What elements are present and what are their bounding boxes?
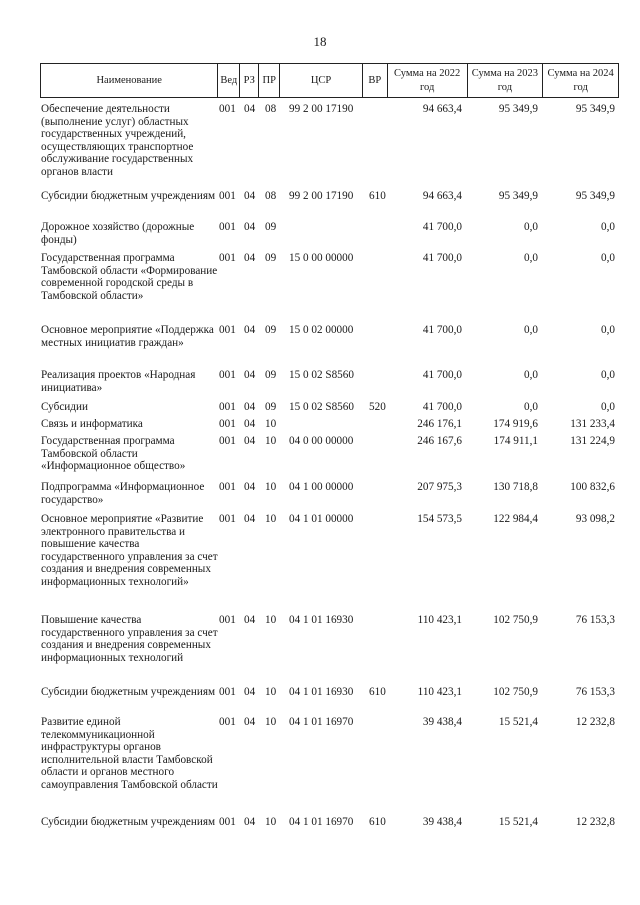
- row-sum-2024: 131 224,9: [570, 435, 615, 447]
- row-vr: 520: [369, 401, 386, 413]
- row-csr: 15 0 02 S8560: [289, 369, 354, 381]
- header-pr: ПР: [258, 64, 279, 97]
- row-ved: 001: [219, 103, 236, 115]
- row-sum-2023: 130 718,8: [493, 481, 538, 493]
- row-pr: 08: [265, 190, 277, 202]
- row-rz: 04: [244, 686, 256, 698]
- row-sum-2024: 12 232,8: [575, 716, 615, 728]
- row-pr: 10: [265, 614, 277, 626]
- row-name: Основное мероприятие «Поддержка местных инициатив граждан»: [41, 324, 214, 349]
- row-sum-2023: 15 521,4: [498, 716, 538, 728]
- row-sum-2024: 131 233,4: [570, 418, 615, 430]
- row-ved: 001: [219, 221, 236, 233]
- row-ved: 001: [219, 252, 236, 264]
- row-pr: 08: [265, 103, 277, 115]
- row-ved: 001: [219, 190, 236, 202]
- row-csr: 04 1 01 16930: [289, 686, 354, 698]
- row-vr: 610: [369, 190, 386, 202]
- row-sum-2023: 174 911,1: [493, 435, 538, 447]
- row-ved: 001: [219, 481, 236, 493]
- row-sum-2023: 0,0: [524, 221, 538, 233]
- row-rz: 04: [244, 481, 256, 493]
- row-rz: 04: [244, 252, 256, 264]
- row-sum-2022: 41 700,0: [422, 324, 462, 336]
- row-csr: 15 0 02 S8560: [289, 401, 354, 413]
- row-name: Субсидии бюджетным учреждениям: [41, 190, 216, 202]
- row-sum-2022: 41 700,0: [422, 252, 462, 264]
- row-sum-2022: 39 438,4: [422, 816, 462, 828]
- row-sum-2022: 41 700,0: [422, 221, 462, 233]
- row-sum-2022: 39 438,4: [422, 716, 462, 728]
- row-sum-2024: 12 232,8: [575, 816, 615, 828]
- row-rz: 04: [244, 435, 256, 447]
- row-vr: 610: [369, 816, 386, 828]
- row-sum-2024: 0,0: [601, 369, 615, 381]
- row-rz: 04: [244, 103, 256, 115]
- row-sum-2024: 0,0: [601, 252, 615, 264]
- row-sum-2022: 41 700,0: [422, 369, 462, 381]
- header-name: Наименование: [96, 74, 162, 86]
- row-pr: 09: [265, 324, 277, 336]
- row-pr: 09: [265, 252, 277, 264]
- header-vr: ВР: [362, 64, 387, 97]
- row-pr: 09: [265, 221, 277, 233]
- row-name: Субсидии бюджетным учреждениям: [41, 816, 216, 828]
- row-sum-2023: 0,0: [524, 401, 538, 413]
- row-sum-2022: 246 176,1: [417, 418, 462, 430]
- row-rz: 04: [244, 221, 256, 233]
- row-rz: 04: [244, 418, 256, 430]
- row-csr: 99 2 00 17190: [289, 103, 354, 115]
- row-ved: 001: [219, 324, 236, 336]
- row-name: Подпрограмма «Информационное государство»: [41, 481, 205, 506]
- row-sum-2023: 0,0: [524, 369, 538, 381]
- row-csr: 04 1 00 00000: [289, 481, 354, 493]
- row-csr: 15 0 00 00000: [289, 252, 354, 264]
- row-sum-2024: 0,0: [601, 221, 615, 233]
- row-rz: 04: [244, 614, 256, 626]
- page-number: 18: [313, 34, 327, 49]
- row-ved: 001: [219, 401, 236, 413]
- row-pr: 10: [265, 716, 277, 728]
- row-csr: 04 1 01 16970: [289, 716, 354, 728]
- row-pr: 09: [265, 369, 277, 381]
- row-sum-2024: 95 349,9: [575, 190, 615, 202]
- row-sum-2022: 110 423,1: [417, 686, 462, 698]
- row-name: Основное мероприятие «Развитие электронного правительства и повышение качества государственного управления за счет создания и внедрения современных информационных технологий»: [41, 513, 218, 588]
- row-csr: 15 0 02 00000: [289, 324, 354, 336]
- row-ved: 001: [219, 513, 236, 525]
- row-sum-2022: 94 663,4: [422, 190, 462, 202]
- header-csr: ЦСР: [279, 64, 362, 97]
- row-vr: 610: [369, 686, 386, 698]
- row-sum-2023: 174 919,6: [493, 418, 538, 430]
- row-csr: 04 1 01 16930: [289, 614, 354, 626]
- row-pr: 10: [265, 513, 277, 525]
- row-name: Дорожное хозяйство (дорожные фонды): [41, 221, 195, 246]
- header-sum-2024: Сумма на 2024 год: [542, 64, 618, 97]
- row-rz: 04: [244, 816, 256, 828]
- row-sum-2024: 0,0: [601, 324, 615, 336]
- row-sum-2023: 102 750,9: [493, 686, 538, 698]
- row-pr: 10: [265, 816, 277, 828]
- header-ved: Вед: [217, 64, 239, 97]
- header-rz: РЗ: [239, 64, 258, 97]
- row-ved: 001: [219, 435, 236, 447]
- row-rz: 04: [244, 513, 256, 525]
- row-rz: 04: [244, 324, 256, 336]
- row-sum-2022: 41 700,0: [422, 401, 462, 413]
- row-name: Субсидии бюджетным учреждениям: [41, 686, 216, 698]
- row-ved: 001: [219, 614, 236, 626]
- row-rz: 04: [244, 401, 256, 413]
- row-csr: 04 0 00 00000: [289, 435, 354, 447]
- row-rz: 04: [244, 716, 256, 728]
- row-sum-2024: 76 153,3: [575, 686, 615, 698]
- row-sum-2022: 246 167,6: [417, 435, 462, 447]
- row-sum-2024: 76 153,3: [575, 614, 615, 626]
- row-rz: 04: [244, 369, 256, 381]
- row-sum-2024: 95 349,9: [575, 103, 615, 115]
- row-csr: 04 1 01 00000: [289, 513, 354, 525]
- row-ved: 001: [219, 369, 236, 381]
- header-sum-2022: Сумма на 2022 год: [387, 64, 467, 97]
- row-sum-2023: 0,0: [524, 324, 538, 336]
- row-name: Субсидии: [41, 401, 88, 413]
- row-pr: 10: [265, 686, 277, 698]
- row-pr: 10: [265, 481, 277, 493]
- row-ved: 001: [219, 816, 236, 828]
- table-header: [40, 63, 619, 98]
- row-pr: 10: [265, 435, 277, 447]
- row-name: Государственная программа Тамбовской области «Формирование современной городской среды в Тамбовской области»: [41, 252, 218, 302]
- row-name: Повышение качества государственного управления за счет создания и внедрения современных информационных технологий: [41, 614, 218, 664]
- row-sum-2022: 94 663,4: [422, 103, 462, 115]
- row-sum-2024: 0,0: [601, 401, 615, 413]
- row-sum-2022: 207 975,3: [417, 481, 462, 493]
- row-name: Государственная программа Тамбовской области «Информационное общество»: [41, 435, 186, 473]
- header-sum-2023: Сумма на 2023 год: [467, 64, 543, 97]
- row-name: Обеспечение деятельности (выполнение услуг) областных государственных учреждений, осуществляющих транспортное обслуживание государственных органов власти: [41, 103, 194, 178]
- row-ved: 001: [219, 686, 236, 698]
- row-sum-2023: 95 349,9: [498, 190, 538, 202]
- row-sum-2024: 100 832,6: [570, 481, 615, 493]
- row-name: Реализация проектов «Народная инициатива»: [41, 369, 196, 394]
- row-rz: 04: [244, 190, 256, 202]
- row-pr: 10: [265, 418, 277, 430]
- row-sum-2023: 0,0: [524, 252, 538, 264]
- row-name: Развитие единой телекоммуникационной инфраструктуры органов исполнительной власти Тамбовской области и органов местного самоуправления Тамбовской области: [41, 716, 218, 791]
- row-pr: 09: [265, 401, 277, 413]
- row-csr: 04 1 01 16970: [289, 816, 354, 828]
- row-sum-2023: 102 750,9: [493, 614, 538, 626]
- row-ved: 001: [219, 716, 236, 728]
- row-sum-2022: 110 423,1: [417, 614, 462, 626]
- row-name: Связь и информатика: [41, 418, 143, 430]
- row-ved: 001: [219, 418, 236, 430]
- row-sum-2023: 122 984,4: [493, 513, 538, 525]
- row-sum-2023: 95 349,9: [498, 103, 538, 115]
- row-sum-2023: 15 521,4: [498, 816, 538, 828]
- row-sum-2022: 154 573,5: [417, 513, 462, 525]
- row-sum-2024: 93 098,2: [575, 513, 615, 525]
- row-csr: 99 2 00 17190: [289, 190, 354, 202]
